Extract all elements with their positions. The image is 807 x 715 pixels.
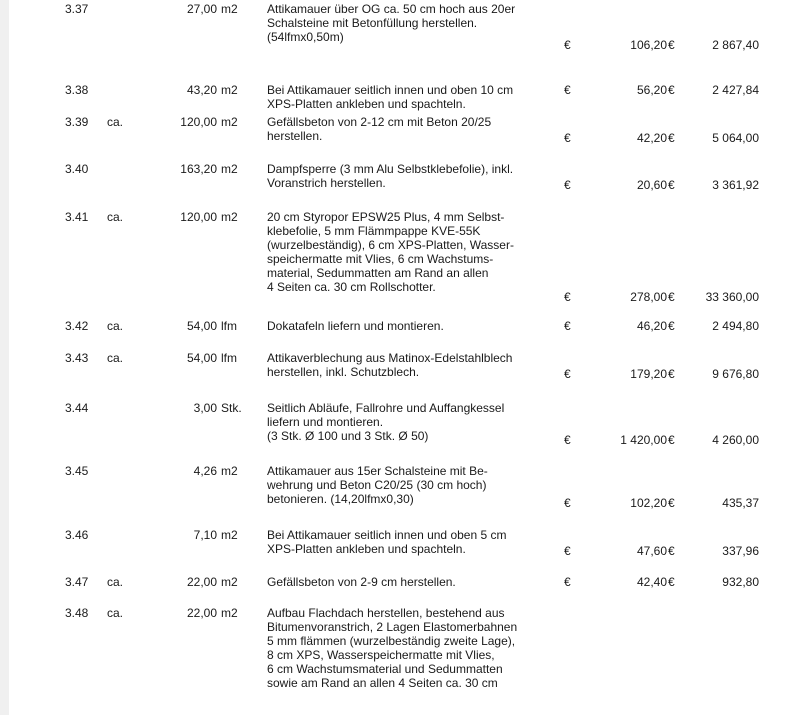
unit: Stk. xyxy=(221,401,242,415)
unit: m2 xyxy=(221,162,238,176)
description: Attikaverblechung aus Matinox-Edelstahlblech herstellen, inkl. Schutzblech. xyxy=(267,351,513,379)
position-number: 3.40 xyxy=(65,162,89,176)
unit-price: 1 420,00 xyxy=(620,433,667,447)
description: Aufbau Flachdach herstellen, bestehend aus Bitumenvoranstrich, 2 Lagen Elastomerbahnen 5 mm flämmen (wurzelbeständig zweite Lage), 8 cm XPS, Wasserspeichermatte mit Vlies, 6 cm Wachstumsmaterial und Sedummatten sowie am Rand an allen 4 Seiten ca. 30 cm xyxy=(267,606,518,690)
currency-symbol: € xyxy=(668,178,675,192)
unit-price: 179,20 xyxy=(630,367,667,381)
description: Dampfsperre (3 mm Alu Selbstklebefolie), inkl. Voranstrich herstellen. xyxy=(267,162,514,190)
quantity: 54,00 xyxy=(186,351,217,365)
unit: m2 xyxy=(221,606,238,620)
unit: m2 xyxy=(221,528,238,542)
unit: m2 xyxy=(221,464,238,478)
unit-price: 20,60 xyxy=(636,178,667,192)
currency-symbol: € xyxy=(668,496,675,510)
description: Dokatafeln liefern und montieren. xyxy=(267,319,444,333)
total-price: 2 494,80 xyxy=(712,319,759,333)
approx-marker: ca. xyxy=(107,351,124,365)
currency-symbol: € xyxy=(564,319,571,333)
total-price: 337,96 xyxy=(722,544,759,558)
total-price: 2 867,40 xyxy=(712,38,759,52)
quantity: 4,26 xyxy=(193,464,217,478)
position-number: 3.44 xyxy=(65,401,89,415)
unit-price: 102,20 xyxy=(630,496,667,510)
approx-marker: ca. xyxy=(107,575,124,589)
total-price: 9 676,80 xyxy=(712,367,759,381)
unit-price: 106,20 xyxy=(630,38,667,52)
description: Attikamauer aus 15er Schalsteine mit Be- wehrung und Beton C20/25 (30 cm hoch) betonieren. (14,20lfmx0,30) xyxy=(267,464,488,506)
position-number: 3.43 xyxy=(65,351,89,365)
unit-price: 278,00 xyxy=(630,290,667,304)
currency-symbol: € xyxy=(564,544,571,558)
description: Gefällsbeton von 2-12 cm mit Beton 20/25 herstellen. xyxy=(267,115,492,143)
total-price: 435,37 xyxy=(722,496,759,510)
description: Seitlich Abläufe, Fallrohre und Auffangkessel liefern und montieren. (3 Stk. Ø 100 und 3 Stk. Ø 50) xyxy=(267,401,505,443)
currency-symbol: € xyxy=(564,367,571,381)
currency-symbol: € xyxy=(564,433,571,447)
quantity: 120,00 xyxy=(180,115,217,129)
currency-symbol: € xyxy=(564,290,571,304)
total-price: 33 360,00 xyxy=(705,290,759,304)
document-page xyxy=(9,0,807,715)
currency-symbol: € xyxy=(668,131,675,145)
currency-symbol: € xyxy=(668,38,675,52)
unit-price: 42,40 xyxy=(636,575,667,589)
currency-symbol: € xyxy=(564,38,571,52)
currency-symbol: € xyxy=(564,496,571,510)
total-price: 5 064,00 xyxy=(712,131,759,145)
position-number: 3.47 xyxy=(65,575,89,589)
total-price: 3 361,92 xyxy=(712,178,759,192)
currency-symbol: € xyxy=(668,83,675,97)
description: Bei Attikamauer seitlich innen und oben 10 cm XPS-Platten ankleben und spachteln. xyxy=(267,83,514,111)
description: Attikamauer über OG ca. 50 cm hoch aus 20er Schalsteine mit Betonfüllung herstellen. (54lfmx0,50m) xyxy=(267,2,516,44)
currency-symbol: € xyxy=(668,433,675,447)
description: 20 cm Styropor EPSW25 Plus, 4 mm Selbst- klebefolie, 5 mm Flämmpappe KVE-55K (wurzelbeständig), 6 cm XPS-Platten, Wasser- speichermatte mit Vlies, 6 cm Wachstums- material, Sedummatten am Rand an allen 4 Seiten ca. 30 cm Rollschotter. xyxy=(267,210,514,294)
quantity: 7,10 xyxy=(193,528,217,542)
unit: lfm xyxy=(221,351,237,365)
position-number: 3.37 xyxy=(65,2,89,16)
currency-symbol: € xyxy=(564,575,571,589)
unit-price: 46,20 xyxy=(636,319,667,333)
unit-price: 42,20 xyxy=(636,131,667,145)
quantity: 22,00 xyxy=(186,575,217,589)
currency-symbol: € xyxy=(564,178,571,192)
position-number: 3.42 xyxy=(65,319,89,333)
quantity: 43,20 xyxy=(186,83,217,97)
description: Gefällsbeton von 2-9 cm herstellen. xyxy=(267,575,456,589)
unit: m2 xyxy=(221,210,238,224)
currency-symbol: € xyxy=(668,290,675,304)
currency-symbol: € xyxy=(668,319,675,333)
currency-symbol: € xyxy=(668,544,675,558)
position-number: 3.45 xyxy=(65,464,89,478)
currency-symbol: € xyxy=(668,367,675,381)
unit: lfm xyxy=(221,319,237,333)
approx-marker: ca. xyxy=(107,319,124,333)
approx-marker: ca. xyxy=(107,115,124,129)
position-number: 3.39 xyxy=(65,115,89,129)
total-price: 4 260,00 xyxy=(712,433,759,447)
quantity: 3,00 xyxy=(193,401,217,415)
unit: m2 xyxy=(221,115,238,129)
position-number: 3.48 xyxy=(65,606,89,620)
quantity: 54,00 xyxy=(186,319,217,333)
approx-marker: ca. xyxy=(107,210,124,224)
description: Bei Attikamauer seitlich innen und oben 5 cm XPS-Platten ankleben und spachteln. xyxy=(267,528,507,556)
position-number: 3.41 xyxy=(65,210,89,224)
total-price: 2 427,84 xyxy=(712,83,759,97)
currency-symbol: € xyxy=(564,83,571,97)
currency-symbol: € xyxy=(564,131,571,145)
position-number: 3.46 xyxy=(65,528,89,542)
currency-symbol: € xyxy=(668,575,675,589)
quantity: 27,00 xyxy=(186,2,217,16)
unit: m2 xyxy=(221,83,238,97)
approx-marker: ca. xyxy=(107,606,124,620)
total-price: 932,80 xyxy=(722,575,759,589)
position-number: 3.38 xyxy=(65,83,89,97)
quantity: 22,00 xyxy=(186,606,217,620)
unit: m2 xyxy=(221,2,238,16)
quantity: 163,20 xyxy=(180,162,217,176)
unit: m2 xyxy=(221,575,238,589)
unit-price: 56,20 xyxy=(636,83,667,97)
quantity: 120,00 xyxy=(180,210,217,224)
unit-price: 47,60 xyxy=(636,544,667,558)
